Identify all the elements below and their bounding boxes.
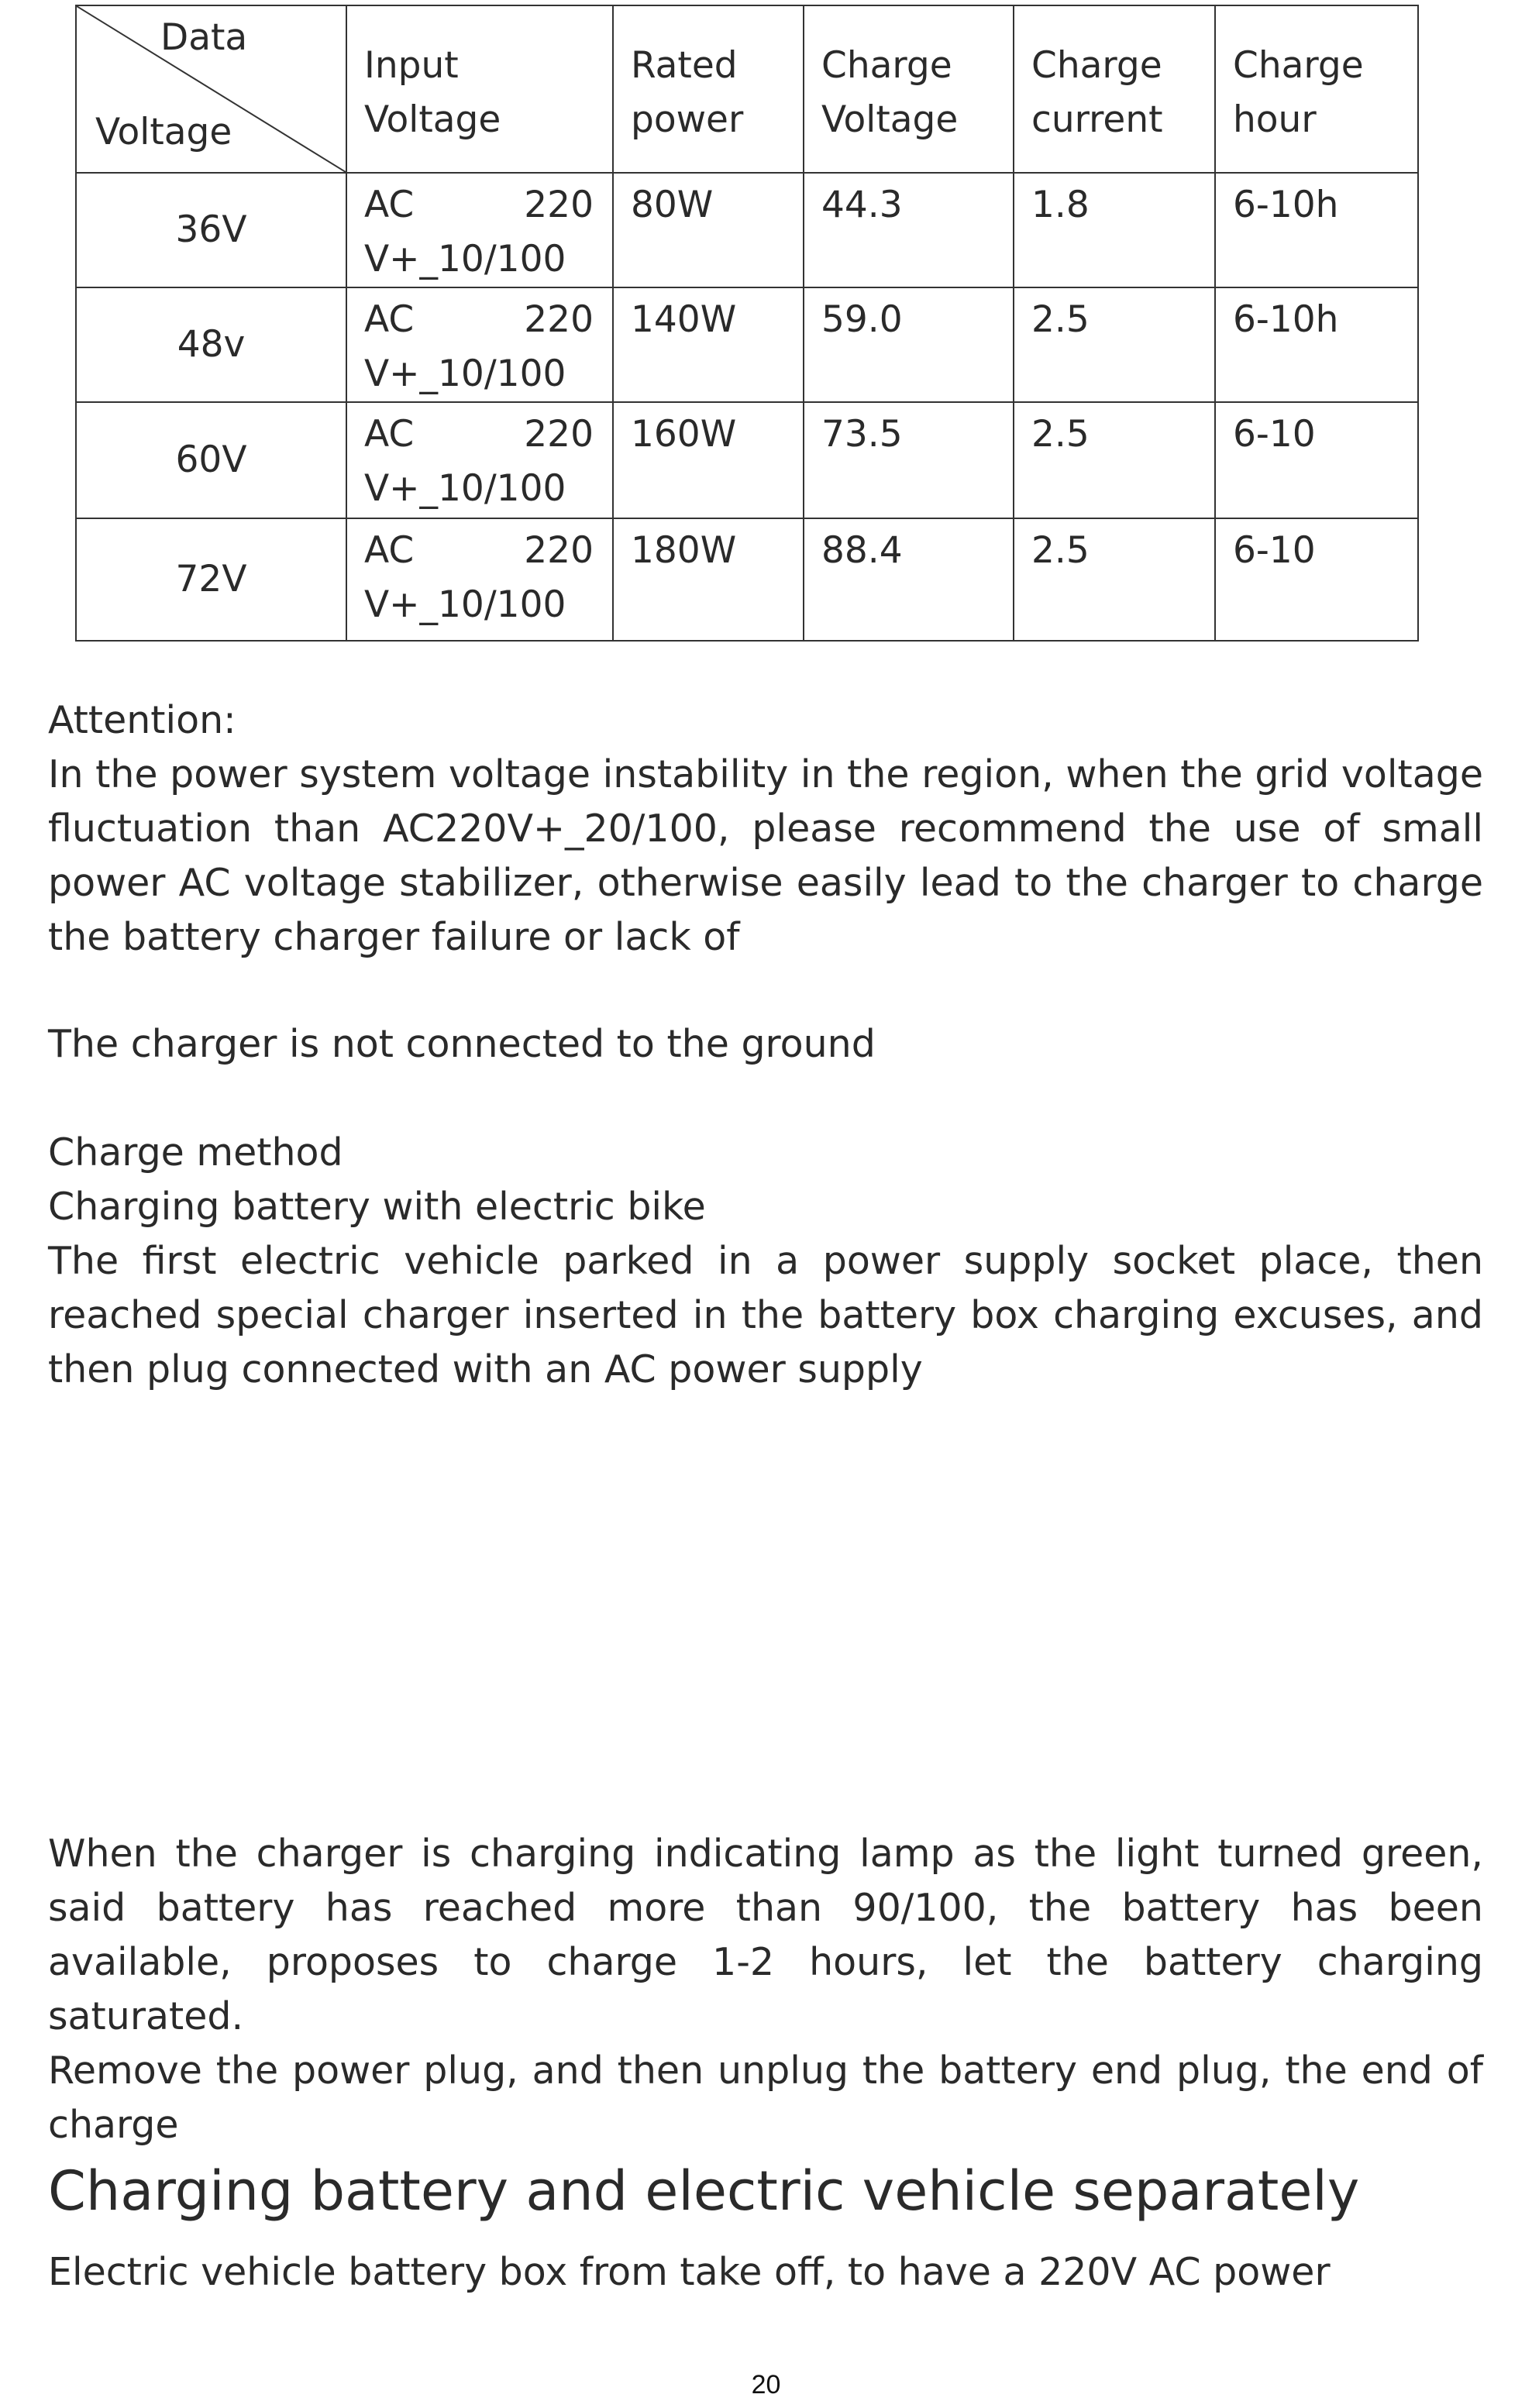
charge-voltage-cell: 59.0 bbox=[804, 287, 1014, 402]
separate-charging-paragraph: Electric vehicle battery box from take off, to have a 220V AC power bbox=[48, 2250, 1331, 2294]
charge-method-paragraph: The first electric vehicle parked in a power supply socket place, then reached special charger inserted in the battery box charging excuses, and then plug connected with an AC power supply bbox=[48, 1239, 1483, 1391]
charge-hour-cell: 6-10h bbox=[1215, 287, 1418, 402]
column-header-charge-current: Charge current bbox=[1014, 5, 1215, 173]
input-voltage-cell: AC 220 V+_10/100 bbox=[346, 287, 613, 402]
charge-current-cell: 2.5 bbox=[1014, 287, 1215, 402]
voltage-cell: 60V bbox=[76, 402, 346, 518]
charge-voltage-cell: 44.3 bbox=[804, 173, 1014, 287]
rated-power-cell: 180W bbox=[613, 518, 804, 641]
remove-plug-paragraph: Remove the power plug, and then unplug the battery end plug, the end of charge bbox=[48, 2049, 1483, 2147]
page-number: 20 bbox=[751, 2370, 781, 2399]
rated-power-cell: 160W bbox=[613, 402, 804, 518]
charge-current-cell: 2.5 bbox=[1014, 518, 1215, 641]
column-header-input-voltage: Input Voltage bbox=[346, 5, 613, 173]
diagonal-header-voltage-label: Voltage bbox=[95, 111, 232, 153]
charge-method-subtitle: Charging battery with electric bike bbox=[48, 1185, 706, 1229]
table-row bbox=[76, 402, 1418, 518]
indicator-lamp-paragraph: When the charger is charging indicating lamp as the light turned green, said battery has reached more than 90/100, the battery has been available, proposes to charge 1-2 hours, let the battery charging saturated. bbox=[48, 1832, 1483, 2038]
table-row bbox=[76, 173, 1418, 287]
input-voltage-cell: AC 220 V+_10/100 bbox=[346, 402, 613, 518]
ground-note: The charger is not connected to the ground bbox=[48, 1022, 876, 1066]
charge-hour-cell: 6-10 bbox=[1215, 402, 1418, 518]
input-voltage-cell: AC 220 V+_10/100 bbox=[346, 173, 613, 287]
charge-voltage-cell: 73.5 bbox=[804, 402, 1014, 518]
column-header-rated-power: Rated power bbox=[613, 5, 804, 173]
table-row bbox=[76, 287, 1418, 402]
table-row bbox=[76, 518, 1418, 641]
voltage-cell: 72V bbox=[76, 518, 346, 641]
column-header-charge-hour: Charge hour bbox=[1215, 5, 1418, 173]
voltage-cell: 36V bbox=[76, 173, 346, 287]
rated-power-cell: 80W bbox=[613, 173, 804, 287]
rated-power-cell: 140W bbox=[613, 287, 804, 402]
diagonal-header-data-label: Data bbox=[160, 16, 248, 59]
attention-paragraph: In the power system voltage instability in the region, when the grid voltage fluctuation than AC220V+_20/100, please recommend the use of small power AC voltage stabilizer, otherwise easily lead to the charger to charge the battery charger failure or lack of bbox=[48, 752, 1483, 959]
charge-hour-cell: 6-10 bbox=[1215, 518, 1418, 641]
section-heading-separate-charging: Charging battery and electric vehicle separately bbox=[48, 2159, 1360, 2223]
input-voltage-cell: AC 220 V+_10/100 bbox=[346, 518, 613, 641]
charger-spec-table bbox=[75, 5, 1419, 642]
column-header-charge-voltage: Charge Voltage bbox=[804, 5, 1014, 173]
charge-current-cell: 1.8 bbox=[1014, 173, 1215, 287]
table-header-row bbox=[76, 5, 1418, 173]
diagonal-header-cell bbox=[76, 5, 346, 173]
attention-title: Attention: bbox=[48, 698, 236, 742]
voltage-cell: 48v bbox=[76, 287, 346, 402]
charge-voltage-cell: 88.4 bbox=[804, 518, 1014, 641]
charge-current-cell: 2.5 bbox=[1014, 402, 1215, 518]
charge-method-title: Charge method bbox=[48, 1130, 343, 1175]
charge-hour-cell: 6-10h bbox=[1215, 173, 1418, 287]
